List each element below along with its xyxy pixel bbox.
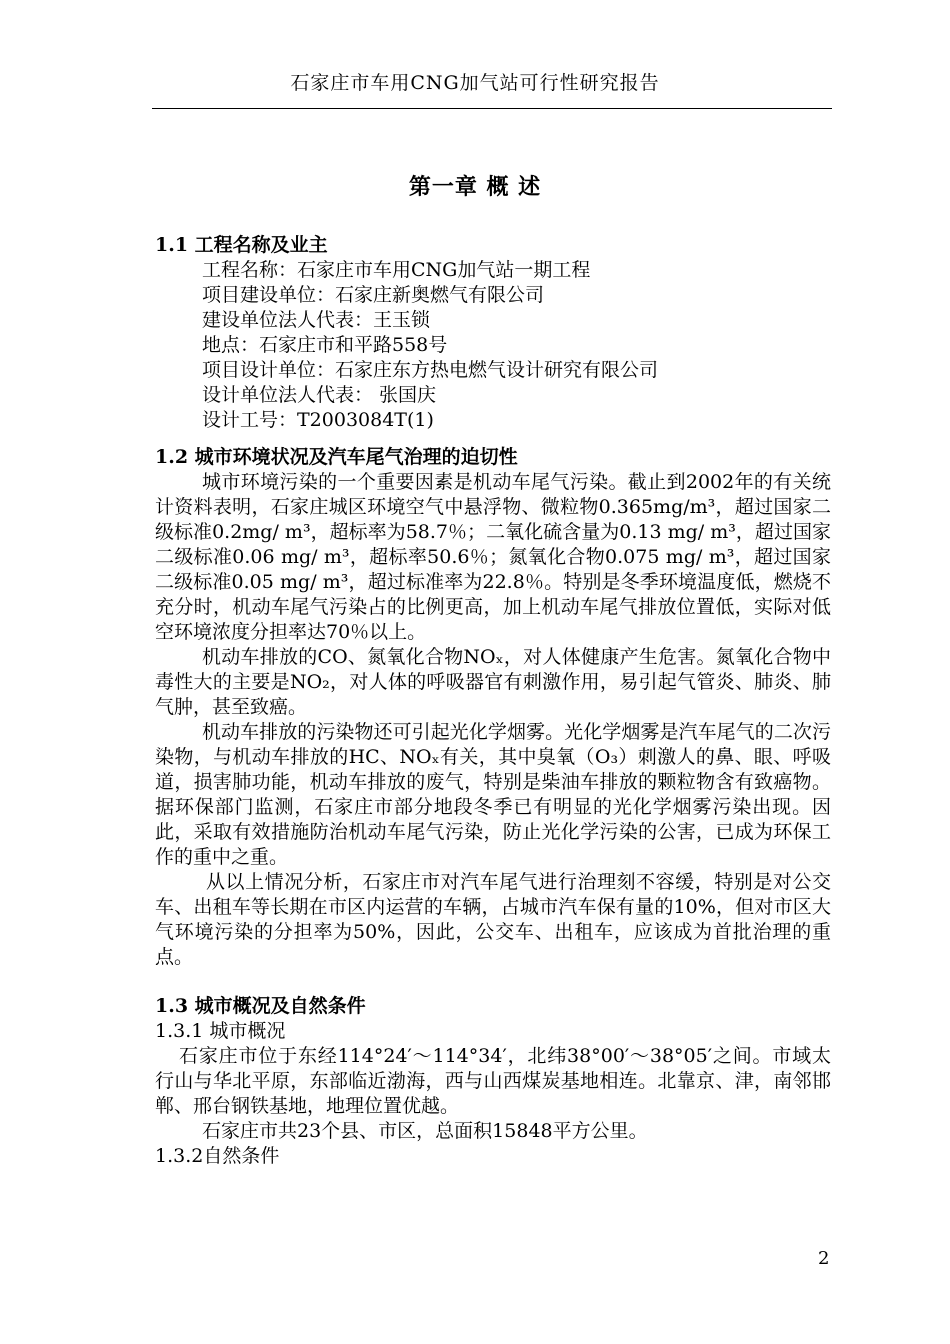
paragraph-conclusion: 从以上情况分析，石家庄市对汽车尾气进行治理刻不容缓，特别是对公交车、出租车等长期在市区内运营的车辆，占城市汽车保有量的10%，但对市区大气环境污染的分担率为50%，因此，公交车、出租车，应该成为首批治理的重点。: [155, 871, 831, 968]
project-name-line: 工程名称：石家庄市车用CNG加气站一期工程: [202, 259, 591, 281]
location-line: 地点：石家庄市和平路558号: [202, 334, 448, 356]
running-header: 石家庄市车用CNG加气站可行性研究报告: [290, 72, 660, 94]
section-heading-1-1: 1.1 工程名称及业主: [155, 234, 328, 256]
paragraph-health-hazard: 机动车排放的CO、氮氧化合物NOₓ，对人体健康产生危害。氮氧化合物中毒性大的主要是NO₂，对人体的呼吸器官有刺激作用，易引起气管炎、肺炎、肺气肿，甚至致癌。: [155, 646, 831, 718]
builder-line: 项目建设单位：石家庄新奥燃气有限公司: [202, 284, 545, 306]
designer-rep-line: 设计单位法人代表： 张国庆: [202, 384, 437, 406]
subsection-heading-1-3-1: 1.3.1 城市概况: [155, 1020, 286, 1042]
paragraph-city-location: 石家庄市位于东经114°24′～114°34′，北纬38°00′～38°05′之间。市域太行山与华北平原，东部临近渤海，西与山西煤炭基地相连。北靠京、津，南邻邯郸、邢台钢铁基地，地理位置优越。: [155, 1045, 831, 1117]
page-number: 2: [818, 1248, 830, 1269]
subsection-heading-1-3-2: 1.3.2自然条件: [155, 1145, 280, 1167]
chapter-title: 第一章 概 述: [408, 174, 542, 200]
job-number-line: 设计工号：T2003084T(1): [202, 409, 434, 431]
section-heading-1-2: 1.2 城市环境状况及汽车尾气治理的迫切性: [155, 446, 518, 468]
paragraph-photochemical-smog: 机动车排放的污染物还可引起光化学烟雾。光化学烟雾是汽车尾气的二次污染物，与机动车排放的HC、NOₓ有关，其中臭氧（O₃）刺激人的鼻、眼、呼吸道，损害肺功能，机动车排放的废气，特别是柴油车排放的颗粒物含有致癌物。据环保部门监测，石家庄市部分地段冬季已有明显的光化学烟雾污染出现。因此，采取有效措施防治机动车尾气污染，防止光化学污染的公害，已成为环保工作的重中之重。: [155, 721, 831, 868]
header-divider: [152, 108, 832, 109]
paragraph-pollution-stats: 城市环境污染的一个重要因素是机动车尾气污染。截止到2002年的有关统计资料表明，石家庄城区环境空气中悬浮物、微粒物0.365mg/m³，超过国家二级标准0.2mg/ m³，超标率为58.7％；二氧化硫含量为0.13 mg/ m³，超过国家二级标准0.06 mg/ m³，超标率50.6％；氮氧化合物0.075 mg/ m³，超过国家二级标准0.05 mg/ m³，超过标准率为22.8％。特别是冬季环境温度低，燃烧不充分时，机动车尾气污染占的比例更高，加上机动车尾气排放位置低，实际对低空环境浓度分担率达70％以上。: [155, 471, 831, 643]
paragraph-city-area: 石家庄市共23个县、市区，总面积15848平方公里。: [202, 1120, 648, 1142]
document-body: [155, 233, 831, 1169]
designer-line: 项目设计单位：石家庄东方热电燃气设计研究有限公司: [202, 359, 659, 381]
builder-rep-line: 建设单位法人代表：王玉锁: [202, 309, 431, 331]
section-heading-1-3: 1.3 城市概况及自然条件: [155, 995, 366, 1017]
